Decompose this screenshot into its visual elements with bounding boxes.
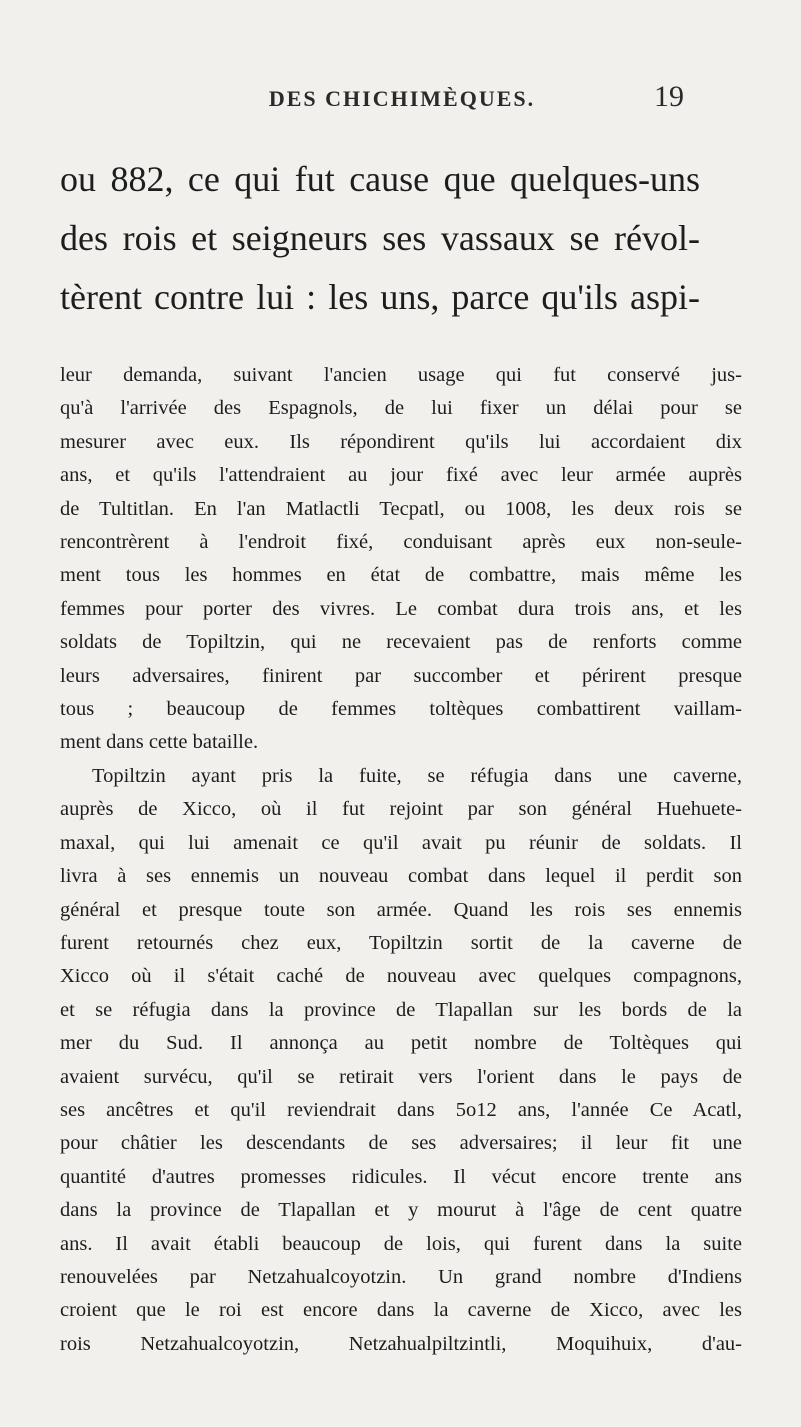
- text-line: tous ; beaucoup de femmes toltèques combattirent vaillam-: [60, 698, 742, 721]
- text-line: qu'à l'arrivée des Espagnols, de lui fixer un délai pour se: [60, 397, 742, 420]
- running-title: DES CHICHIMÈQUES.: [268, 86, 536, 111]
- text-line: ans. Il avait établi beaucoup de lois, qui furent dans la suite: [60, 1232, 742, 1255]
- text-line: avaient survécu, qu'il se retirait vers l'orient dans le pays de: [60, 1065, 742, 1088]
- text-line: renouvelées par Netzahualcoyotzin. Un grand nombre d'Indiens: [60, 1265, 742, 1288]
- text-line: Topiltzin ayant pris la fuite, se réfugia dans une caverne,: [92, 764, 742, 787]
- page-number: 19: [654, 80, 684, 113]
- text-line: ans, et qu'ils l'attendraient au jour fixé avec leur armée auprès: [60, 464, 742, 487]
- text-line: leur demanda, suivant l'ancien usage qui fut conservé jus-: [60, 364, 742, 386]
- large-text-line: ou 882, ce qui fut cause que quelques-uns: [60, 159, 700, 199]
- running-head: [120, 82, 684, 122]
- large-text-line: des rois et seigneurs ses vassaux se révol-: [60, 218, 700, 258]
- text-line: soldats de Topiltzin, qui ne recevaient pas de renforts comme: [60, 631, 742, 654]
- large-text-line: tèrent contre lui : les uns, parce qu'ils aspi-: [60, 277, 700, 317]
- text-line: rencontrèrent à l'endroit fixé, conduisant après eux non-seule-: [60, 531, 742, 554]
- text-line: Xicco où il s'était caché de nouveau avec quelques compagnons,: [60, 965, 742, 988]
- text-line: maxal, qui lui amenait ce qu'il avait pu réunir de soldats. Il: [60, 831, 742, 854]
- text-line: livra à ses ennemis un nouveau combat dans lequel il perdit son: [60, 865, 742, 888]
- text-line: furent retournés chez eux, Topiltzin sortit de la caverne de: [60, 931, 742, 954]
- text-line: ses ancêtres et qu'il reviendrait dans 5o12 ans, l'année Ce Acatl,: [60, 1098, 742, 1121]
- text-line: auprès de Xicco, où il fut rejoint par son général Huehuete-: [60, 798, 742, 821]
- text-line: femmes pour porter des vivres. Le combat dura trois ans, et les: [60, 597, 742, 620]
- small-print-text: [60, 359, 742, 1361]
- large-print-paragraph: [60, 150, 700, 327]
- text-line: général et presque toute son armée. Quand les rois ses ennemis: [60, 898, 742, 921]
- text-line: de Tultitlan. En l'an Matlactli Tecpatl, ou 1008, les deux rois se: [60, 497, 742, 520]
- text-line: dans la province de Tlapallan et y mourut à l'âge de cent quatre: [60, 1199, 742, 1222]
- text-line: quantité d'autres promesses ridicules. Il vécut encore trente ans: [60, 1165, 742, 1188]
- text-line: croient que le roi est encore dans la caverne de Xicco, avec les: [60, 1299, 742, 1322]
- text-line: ment dans cette bataille.: [60, 731, 259, 754]
- text-line: rois Netzahualcoyotzin, Netzahualpiltzintli, Moquihuix, d'au-: [60, 1332, 742, 1355]
- text-line: ment tous les hommes en état de combattre, mais même les: [60, 564, 742, 587]
- text-line: mer du Sud. Il annonça au petit nombre de Toltèques qui: [60, 1032, 742, 1055]
- text-line: pour châtier les descendants de ses adversaires; il leur fit une: [60, 1132, 742, 1155]
- text-line: et se réfugia dans la province de Tlapallan sur les bords de la: [60, 998, 742, 1021]
- text-line: mesurer avec eux. Ils répondirent qu'ils lui accordaient dix: [60, 430, 742, 453]
- text-line: leurs adversaires, finirent par succomber et périrent presque: [60, 664, 742, 687]
